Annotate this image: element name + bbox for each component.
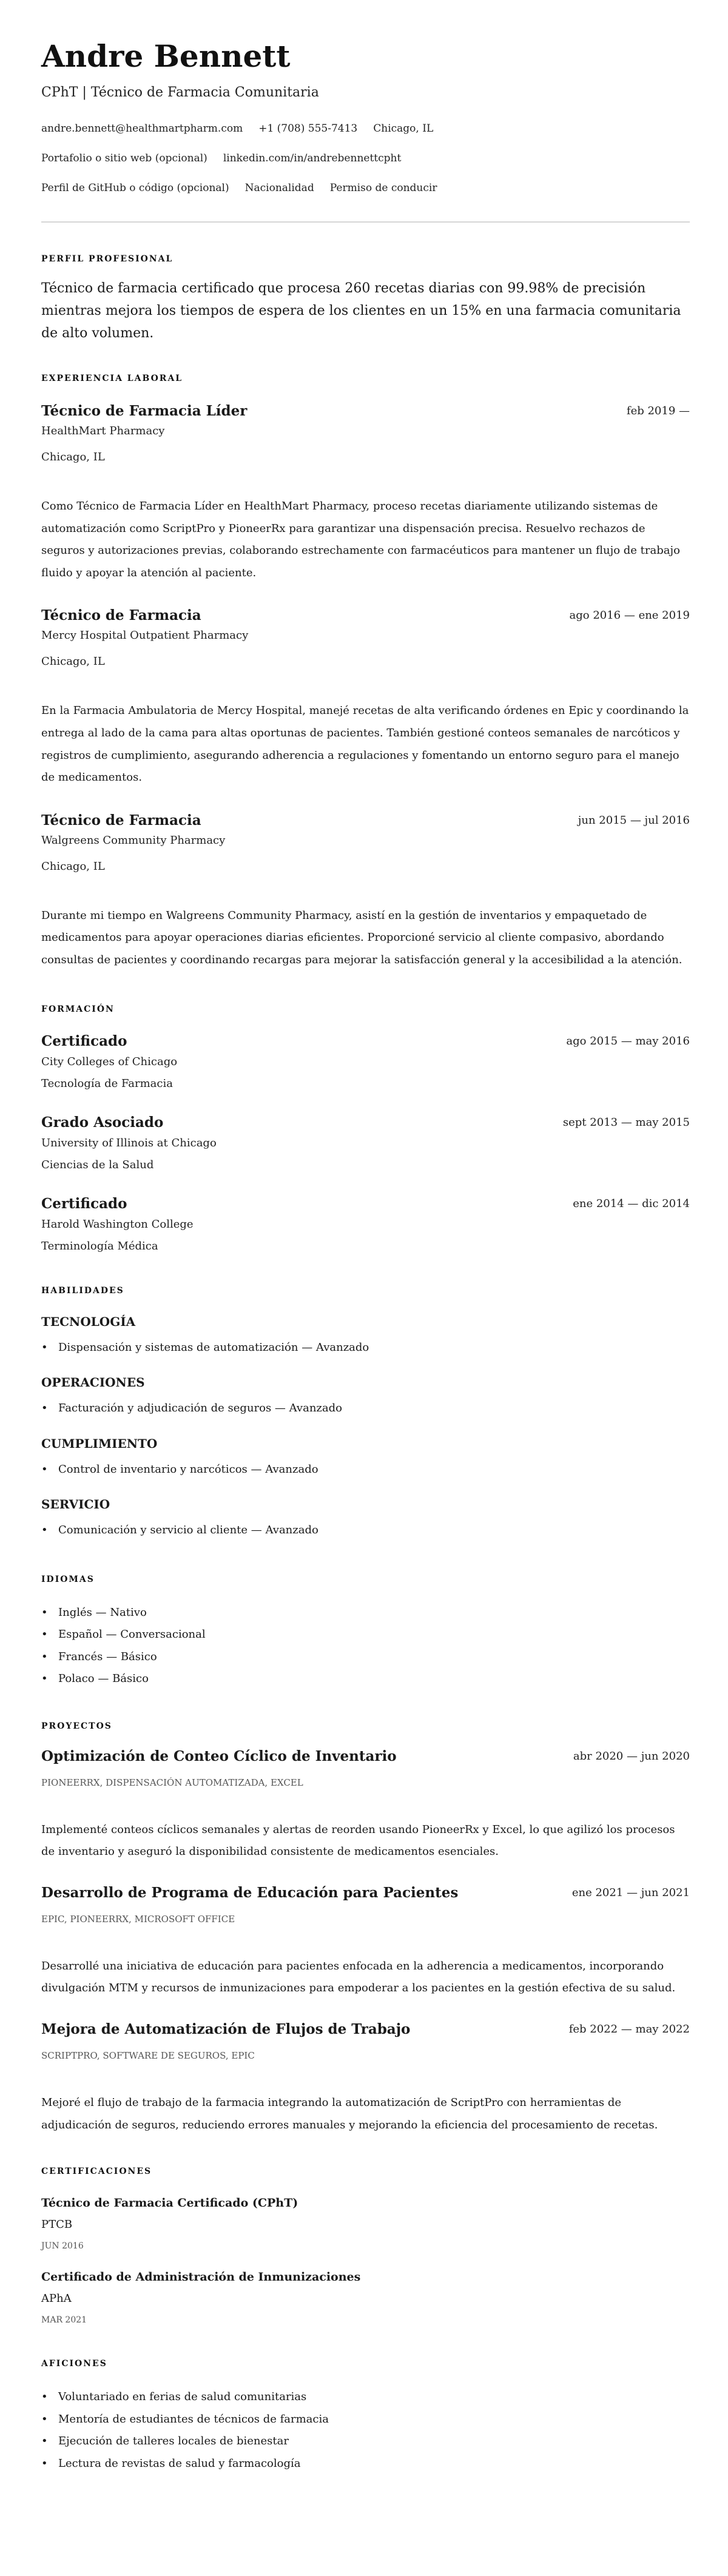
project-entry: [41, 1747, 690, 1863]
job-header: [41, 811, 690, 830]
field-of-study: Tecnología de Farmacia: [41, 1077, 173, 1090]
certification-title: Técnico de Farmacia Certificado (CPhT): [41, 2196, 298, 2210]
education-dates: sept 2013 — may 2015: [562, 1115, 690, 1129]
project-dates: abr 2020 — jun 2020: [573, 1749, 690, 1763]
project-entry: [41, 1883, 690, 2000]
hobbies-list: [41, 2386, 690, 2475]
job-location: Chicago, IL: [41, 859, 105, 873]
school: City Colleges of Chicago: [41, 1055, 178, 1068]
education-dates: ene 2014 — dic 2014: [573, 1197, 690, 1210]
portfolio-link[interactable]: Portafolio o sitio web (opcional): [41, 152, 207, 164]
hobby-item: • Voluntariado en ferias de salud comunitarias: [41, 2386, 690, 2409]
job-header: [41, 402, 690, 421]
project-tech: EPIC, PIONEERRX, MICROSOFT OFFICE: [41, 1913, 235, 1925]
hobby-item: • Mentoría de estudiantes de técnicos de farmacia: [41, 2409, 690, 2431]
field-of-study: Terminología Médica: [41, 1239, 158, 1253]
skill-category: TECNOLOGÍA: [41, 1314, 136, 1329]
language-item: • Español — Conversacional: [41, 1624, 690, 1646]
project-dates: feb 2022 — may 2022: [568, 2022, 690, 2036]
skill-list: [41, 1519, 690, 1542]
job-dates: ago 2016 — ene 2019: [569, 609, 690, 622]
certification-date: JUN 2016: [41, 2241, 84, 2251]
project-tech: SCRIPTPRO, SOFTWARE DE SEGUROS, EPIC: [41, 2050, 255, 2061]
divider: [41, 221, 690, 223]
skill-item: • Facturación y adjudicación de seguros — Avanzado: [41, 1397, 690, 1420]
section-heading-experience: EXPERIENCIA LABORAL: [41, 374, 183, 383]
section-heading-languages: IDIOMAS: [41, 1574, 95, 1584]
phone[interactable]: +1 (708) 555-7413: [258, 123, 358, 135]
school: Harold Washington College: [41, 1217, 194, 1231]
section-heading-summary: PERFIL PROFESIONAL: [41, 254, 174, 264]
project-dates: ene 2021 — jun 2021: [571, 1886, 690, 1899]
project-tech: PIONEERRX, DISPENSACIÓN AUTOMATIZADA, EXCEL: [41, 1777, 303, 1788]
project-description: Implementé conteos cíclicos semanales y alertas de reorden usando PioneerRx y Excel, lo que agilizó los procesos de inventario y aseguró la disponibilidad consistente de medicamentos esenciales.: [41, 1823, 675, 1858]
education-dates: ago 2015 — may 2016: [566, 1034, 690, 1048]
linkedin-link[interactable]: linkedin.com/in/andrebennettcpht: [223, 152, 402, 164]
project-title: Mejora de Automatización de Flujos de Trabajo: [41, 2020, 411, 2037]
contact-row: [41, 144, 690, 173]
job-entry: [41, 606, 690, 789]
degree: Certificado: [41, 1195, 127, 1212]
nationality: Nacionalidad: [244, 182, 314, 194]
certification-entry: [41, 2194, 690, 2253]
education-header: [41, 1113, 690, 1132]
job-title: Técnico de Farmacia Líder: [41, 403, 248, 419]
job-location: Chicago, IL: [41, 451, 105, 463]
email[interactable]: andre.bennett@healthmartpharm.com: [41, 123, 243, 135]
project-header: [41, 1747, 690, 1766]
degree: Certificado: [41, 1032, 127, 1049]
job-entry: [41, 402, 690, 584]
education-entry: [41, 1194, 690, 1256]
certification-entry: [41, 2268, 690, 2327]
job-title: Técnico de Farmacia: [41, 607, 201, 624]
project-title: Desarrollo de Programa de Educación para Pacientes: [41, 1884, 459, 1901]
job-description: Como Técnico de Farmacia Líder en HealthMart Pharmacy, proceso recetas diariamente utilizando sistemas de automatización como ScriptPro y PioneerRx para garantizar una dispensación precisa. Resuelvo rechazos de seguros y autorizaciones previas, colaborando estrechamente con farmacéuticos para mantener un flujo de trabajo fluido y apoyar la atención al paciente.: [41, 500, 680, 579]
job-header: [41, 606, 690, 625]
section-heading-hobbies: AFICIONES: [41, 2359, 107, 2369]
project-header: [41, 2020, 690, 2039]
job-dates: jun 2015 — jul 2016: [578, 813, 690, 827]
github-link[interactable]: Perfil de GitHub o código (opcional): [41, 182, 229, 194]
summary-text: Técnico de farmacia certificado que procesa 260 recetas diarias con 99.98% de precisión mientras mejora los tiempos de espera de los clientes en un 15% en una farmacia comunitaria de alto volumen.: [41, 281, 681, 341]
section-heading-education: FORMACIÓN: [41, 1004, 115, 1014]
section-heading-projects: PROYECTOS: [41, 1721, 112, 1731]
project-entry: [41, 2020, 690, 2136]
location: Chicago, IL: [373, 123, 434, 135]
job-description: Durante mi tiempo en Walgreens Community Pharmacy, asistí en la gestión de inventarios y empaquetado de medicamentos para apoyar operaciones diarias eficientes. Proporcioné servicio al cliente compasivo, abordando consultas de pacientes y coordinando recargas para mejorar la satisfacción general y la accesibilidad a la atención.: [41, 909, 682, 966]
certification-title: Certificado de Administración de Inmunizaciones: [41, 2270, 361, 2284]
job-dates: feb 2019 —: [626, 405, 690, 417]
contact-row: [41, 173, 690, 203]
job-title: Técnico de Farmacia: [41, 812, 201, 829]
education-header: [41, 1032, 690, 1051]
languages-list: [41, 1602, 690, 1690]
certification-date: MAR 2021: [41, 2315, 87, 2325]
project-description: Desarrollé una iniciativa de educación para pacientes enfocada en la adherencia a medicamentos, incorporando divulgación MTM y recursos de inmunizaciones para empoderar a los pacientes en la gestión efectiva de su salud.: [41, 1959, 676, 1995]
section-heading-certifications: CERTIFICACIONES: [41, 2167, 152, 2177]
headline: CPhT | Técnico de Farmacia Comunitaria: [41, 85, 319, 100]
job-company: Mercy Hospital Outpatient Pharmacy: [41, 629, 249, 642]
field-of-study: Ciencias de la Salud: [41, 1158, 154, 1171]
language-item: • Polaco — Básico: [41, 1668, 690, 1690]
skill-list: [41, 1459, 690, 1481]
job-description: En la Farmacia Ambulatoria de Mercy Hospital, manejé recetas de alta verificando órdenes en Epic y coordinando la entrega al lado de la cama para altas oportunas de pacientes. También gestioné conteos semanales de narcóticos y registros de cumplimiento, asegurando adherencia a regulaciones y fomentando un entorno seguro para el manejo de medicamentos.: [41, 704, 689, 784]
language-item: • Inglés — Nativo: [41, 1602, 690, 1624]
skill-category: OPERACIONES: [41, 1375, 145, 1390]
skill-item: • Dispensación y sistemas de automatización — Avanzado: [41, 1337, 690, 1359]
contact-info: [41, 114, 690, 203]
skill-category: CUMPLIMIENTO: [41, 1436, 158, 1451]
project-header: [41, 1883, 690, 1903]
job-company: Walgreens Community Pharmacy: [41, 833, 226, 847]
contact-row: [41, 114, 690, 144]
project-description: Mejoré el flujo de trabajo de la farmacia integrando la automatización de ScriptPro con herramientas de adjudicación de seguros, reduciendo errores manuales y mejorando la eficiencia del procesamiento de recetas.: [41, 2096, 658, 2131]
skill-item: • Comunicación y servicio al cliente — Avanzado: [41, 1519, 690, 1542]
skill-list: [41, 1337, 690, 1359]
job-entry: [41, 811, 690, 972]
project-title: Optimización de Conteo Cíclico de Inventario: [41, 1747, 397, 1764]
education-header: [41, 1194, 690, 1214]
job-company: HealthMart Pharmacy: [41, 425, 165, 437]
skill-item: • Control de inventario y narcóticos — Avanzado: [41, 1459, 690, 1481]
section-heading-skills: HABILIDADES: [41, 1285, 124, 1296]
certification-issuer: PTCB: [41, 2218, 73, 2231]
drivers-license: Permiso de conducir: [329, 182, 437, 194]
hobby-item: • Ejecución de talleres locales de bienestar: [41, 2430, 690, 2453]
school: University of Illinois at Chicago: [41, 1136, 217, 1149]
skill-category: SERVICIO: [41, 1497, 110, 1512]
skill-list: [41, 1397, 690, 1420]
degree: Grado Asociado: [41, 1114, 164, 1131]
certification-issuer: APhA: [41, 2292, 72, 2305]
hobby-item: • Lectura de revistas de salud y farmacología: [41, 2453, 690, 2475]
education-entry: [41, 1113, 690, 1174]
candidate-name: Andre Bennett: [41, 38, 291, 74]
language-item: • Francés — Básico: [41, 1646, 690, 1669]
education-entry: [41, 1032, 690, 1093]
job-location: Chicago, IL: [41, 655, 105, 668]
